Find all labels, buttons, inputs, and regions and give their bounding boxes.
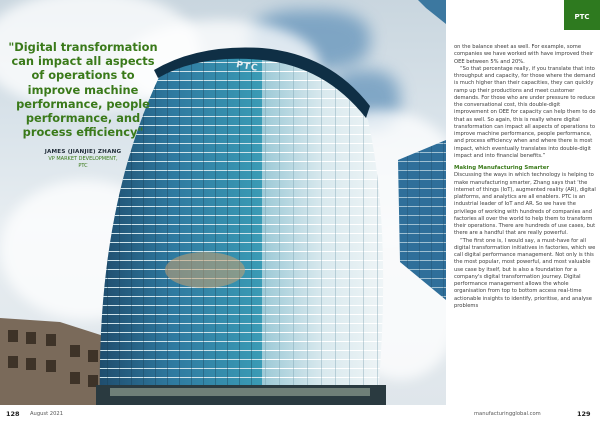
- page-number-left: 128: [6, 410, 20, 418]
- section-tag: PTC: [564, 0, 600, 30]
- article-paragraph: “The first one is, I would say, a must-have for all digital transformation initiatives in factories, which we call digital performance management. Not only is this the most popular, most powerful, and most valuable use case by itself, but is also a foundation for a company's digital transformation journey. Digital performance management allows the whole organisation from top to bottom access real-time actionable insights to identify, prioritise, and analyse problems: [454, 237, 596, 309]
- old-building: [0, 318, 110, 405]
- article-column: [446, 0, 600, 405]
- quote-role-line2: PTC: [78, 162, 88, 169]
- page-number-right: 129: [577, 410, 591, 418]
- building-sign: PTC: [235, 60, 260, 74]
- website-url: manufacturingglobal.com: [474, 411, 541, 417]
- article-subheading: Making Manufacturing Smarter: [454, 165, 550, 171]
- pull-quote-text: "Digital transformation can impact all aspects of operations to improve machine performance, people performance, and process efficiency": [8, 40, 158, 140]
- article-body: [454, 44, 596, 310]
- quote-attribution-name: JAMES (JIANJIE) ZHANG: [44, 149, 122, 156]
- article-paragraph: Discussing the ways in which technology is helping to make manufacturing smarter, Zhang says that ‘the internet of things (IoT), augmented reality (AR), digital platforms, and analytics are all enablers. PTC is an industrial leader of IoT and AR. So we have the privilege of working with hundreds of companies and factories all over the world to help them to transform their operations. There are hundreds of use cases, but there are a handful that are really powerful.: [454, 172, 596, 237]
- article-paragraph: “So that percentage really, if you translate that into throughput and capacity, for those where the demand is much higher than their capacities, they can quickly ramp up their productions and meet customer demands. For those who are under pressure to reduce the conversational cost, this double-digit improvement on OEE for capacity can help them to do that as well. So again, this is really where digital transformation can impact all aspects of operations to improve machine performance, people performance, and process efficiency when and where there is most impact, which eventually translates into double-digit impact and into financial benefits.”: [454, 65, 596, 159]
- page-footer: [0, 405, 600, 424]
- issue-date: August 2021: [30, 411, 64, 417]
- pull-quote: [4, 40, 162, 169]
- right-building: [398, 0, 446, 300]
- quote-role-line1: VP MARKET DEVELOPMENT,: [48, 156, 118, 163]
- article-paragraph: on the balance sheet as well. For example, some companies we have worked with have improved their OEE between 5% and 20%.: [454, 44, 594, 65]
- quote-attribution-role: [4, 156, 162, 169]
